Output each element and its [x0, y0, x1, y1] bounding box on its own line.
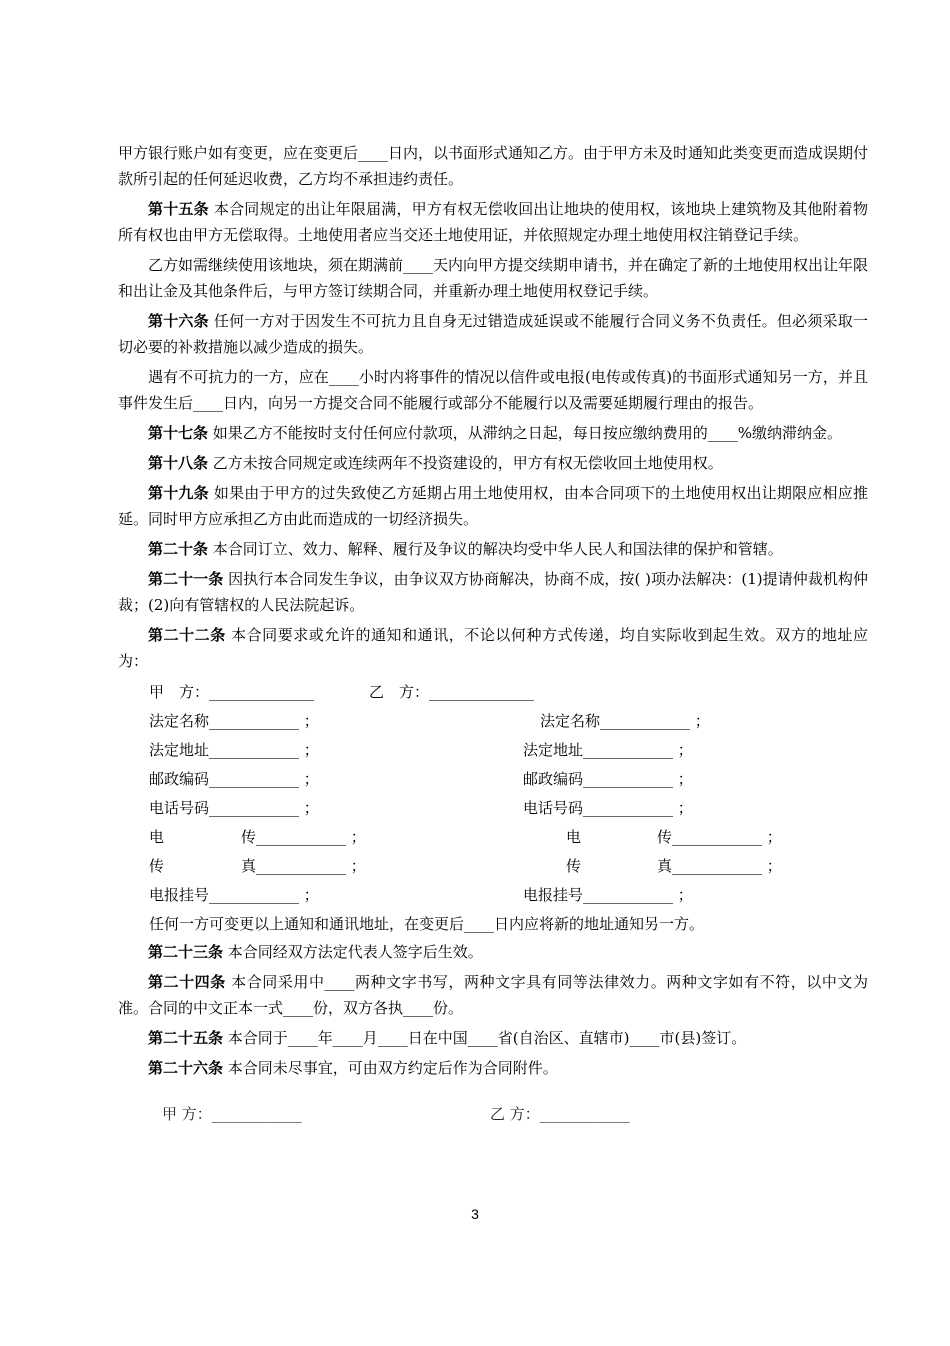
article-15-text: 本合同规定的出让年限届满，甲方有权无偿收回出让地块的使用权，该地块上建筑物及其他附着物所有权也由甲方无偿取得。土地使用者应当交还土地使用证，并依照规定办理土地使用权注销登记手续。: [118, 200, 868, 244]
article-19-title: 第十九条: [148, 484, 209, 502]
article-20-title: 第二十条: [148, 540, 209, 558]
article-17-title: 第十七条: [148, 424, 209, 442]
address-right-phone: 电话号码____________ ；: [523, 799, 693, 817]
address-right-fax-b: 真____________ ；: [657, 857, 782, 875]
article-25: [118, 1025, 868, 1051]
article-25-title: 第二十五条: [148, 1029, 224, 1047]
article-20: [118, 536, 868, 562]
address-right-legal-address: 法定地址____________ ；: [523, 741, 693, 759]
article-25-text: 本合同于____年____月____日在中国____省(自治区、直辖市)____市(县)签订。: [223, 1029, 747, 1047]
address-left-telex-b: 传____________ ；: [241, 828, 366, 846]
article-21-title: 第二十一条: [148, 570, 224, 588]
signature-row: [118, 1103, 868, 1133]
address-row-telex: [118, 823, 868, 852]
article-26-title: 第二十六条: [148, 1059, 224, 1077]
address-left-cable: 电报挂号____________ ；: [149, 886, 319, 904]
article-19-text: 如果由于甲方的过失致使乙方延期占用土地使用权，由本合同项下的土地使用权出让期限应相应推延。同时甲方应承担乙方由此而造成的一切经济损失。: [118, 484, 868, 528]
article-24-text: 本合同采用中____两种文字书写，两种文字具有同等法律效力。两种文字如有不符，以中文为准。合同的中文正本一式____份，双方各执____份。: [118, 973, 868, 1017]
signature-party-b: 乙 方：____________: [490, 1105, 630, 1123]
article-24-title: 第二十四条: [148, 973, 226, 991]
address-right-fax-a: 传: [566, 857, 582, 875]
article-18: [118, 450, 868, 476]
address-right-cable: 电报挂号____________ ；: [523, 886, 693, 904]
address-left-legal-address: 法定地址____________ ；: [149, 741, 319, 759]
page-number: 3: [471, 1206, 479, 1222]
address-row-legal-address: [118, 736, 868, 765]
address-right-telex-a: 电: [566, 828, 582, 846]
address-row-fax: [118, 852, 868, 881]
address-party-b: 乙 方：______________: [369, 683, 535, 701]
address-row-legal-name: [118, 707, 868, 736]
address-row-phone: [118, 794, 868, 823]
article-26: [118, 1055, 868, 1081]
article-23-text: 本合同经双方法定代表人签字后生效。: [223, 943, 483, 961]
address-right-legal-name: 法定名称____________ ；: [540, 712, 710, 730]
address-parties-row: [118, 678, 868, 707]
article-16-text: 任何一方对于因发生不可抗力且自身无过错造成延误或不能履行合同义务不负责任。但必须采取一切必要的补救措施以减少造成的损失。: [118, 312, 868, 356]
article-22-title: 第二十二条: [148, 626, 226, 644]
address-left-fax-a: 传: [149, 857, 165, 875]
article-18-title: 第十八条: [148, 454, 209, 472]
address-right-telex-b: 传____________ ；: [657, 828, 782, 846]
article-19: [118, 480, 868, 532]
article-18-text: 乙方未按合同规定或连续两年不投资建设的，甲方有权无偿收回土地使用权。: [208, 454, 723, 472]
article-23-title: 第二十三条: [148, 943, 224, 961]
paragraph-bank-change: 甲方银行账户如有变更，应在变更后____日内，以书面形式通知乙方。由于甲方未及时通知此类变更而造成误期付款所引起的任何延迟收费，乙方均不承担违约责任。: [118, 144, 869, 188]
address-change-note-row: [118, 910, 868, 939]
address-block: [118, 678, 868, 939]
address-right-postcode: 邮政编码____________ ；: [523, 770, 693, 788]
article-21-text: 因执行本合同发生争议，由争议双方协商解决，协商不成，按( )项办法解决：(1)提请仲裁机构仲裁；(2)向有管辖权的人民法院起诉。: [118, 570, 868, 614]
address-left-postcode: 邮政编码____________ ；: [149, 770, 319, 788]
document-body: [118, 140, 868, 1133]
address-row-cable: [118, 881, 868, 910]
signature-party-a: 甲 方：____________: [162, 1105, 302, 1123]
article-16-continuation: 遇有不可抗力的一方，应在____小时内将事件的情况以信件或电报(电传或传真)的书面形式通知另一方，并且事件发生后____日内，向另一方提交合同不能履行或部分不能履行以及需要延期履行理由的报告。: [118, 368, 868, 412]
article-15: [118, 196, 868, 248]
article-23: [118, 939, 868, 965]
address-left-fax-b: 真____________ ；: [241, 857, 366, 875]
article-16-title: 第十六条: [148, 312, 209, 330]
article-15-continuation: 乙方如需继续使用该地块，须在期满前____天内向甲方提交续期申请书，并在确定了新的土地使用权出让年限和出让金及其他条件后，与甲方签订续期合同，并重新办理土地使用权登记手续。: [118, 256, 869, 300]
article-26-text: 本合同未尽事宜，可由双方约定后作为合同附件。: [223, 1059, 558, 1077]
article-17-text: 如果乙方不能按时支付任何应付款项，从滞纳之日起，每日按应缴纳费用的____%缴纳滞纳金。: [208, 424, 843, 442]
article-24: [118, 969, 868, 1021]
article-15-title: 第十五条: [148, 200, 209, 218]
address-left-legal-name: 法定名称____________ ；: [149, 712, 319, 730]
address-left-phone: 电话号码____________ ；: [149, 799, 319, 817]
address-left-telex-a: 电: [149, 828, 165, 846]
address-party-a: 甲 方：______________: [149, 683, 315, 701]
article-21: [118, 566, 868, 618]
article-22: [118, 622, 868, 674]
article-16: [118, 308, 868, 360]
article-20-text: 本合同订立、效力、解释、履行及争议的解决均受中华人民人和国法律的保护和管辖。: [208, 540, 783, 558]
address-change-note: 任何一方可变更以上通知和通讯地址，在变更后____日内应将新的地址通知另一方。: [149, 915, 705, 933]
article-17: [118, 420, 868, 446]
article-22-text: 本合同要求或允许的通知和通讯，不论以何种方式传递，均自实际收到起生效。双方的地址应为：: [118, 626, 868, 670]
address-row-postcode: [118, 765, 868, 794]
